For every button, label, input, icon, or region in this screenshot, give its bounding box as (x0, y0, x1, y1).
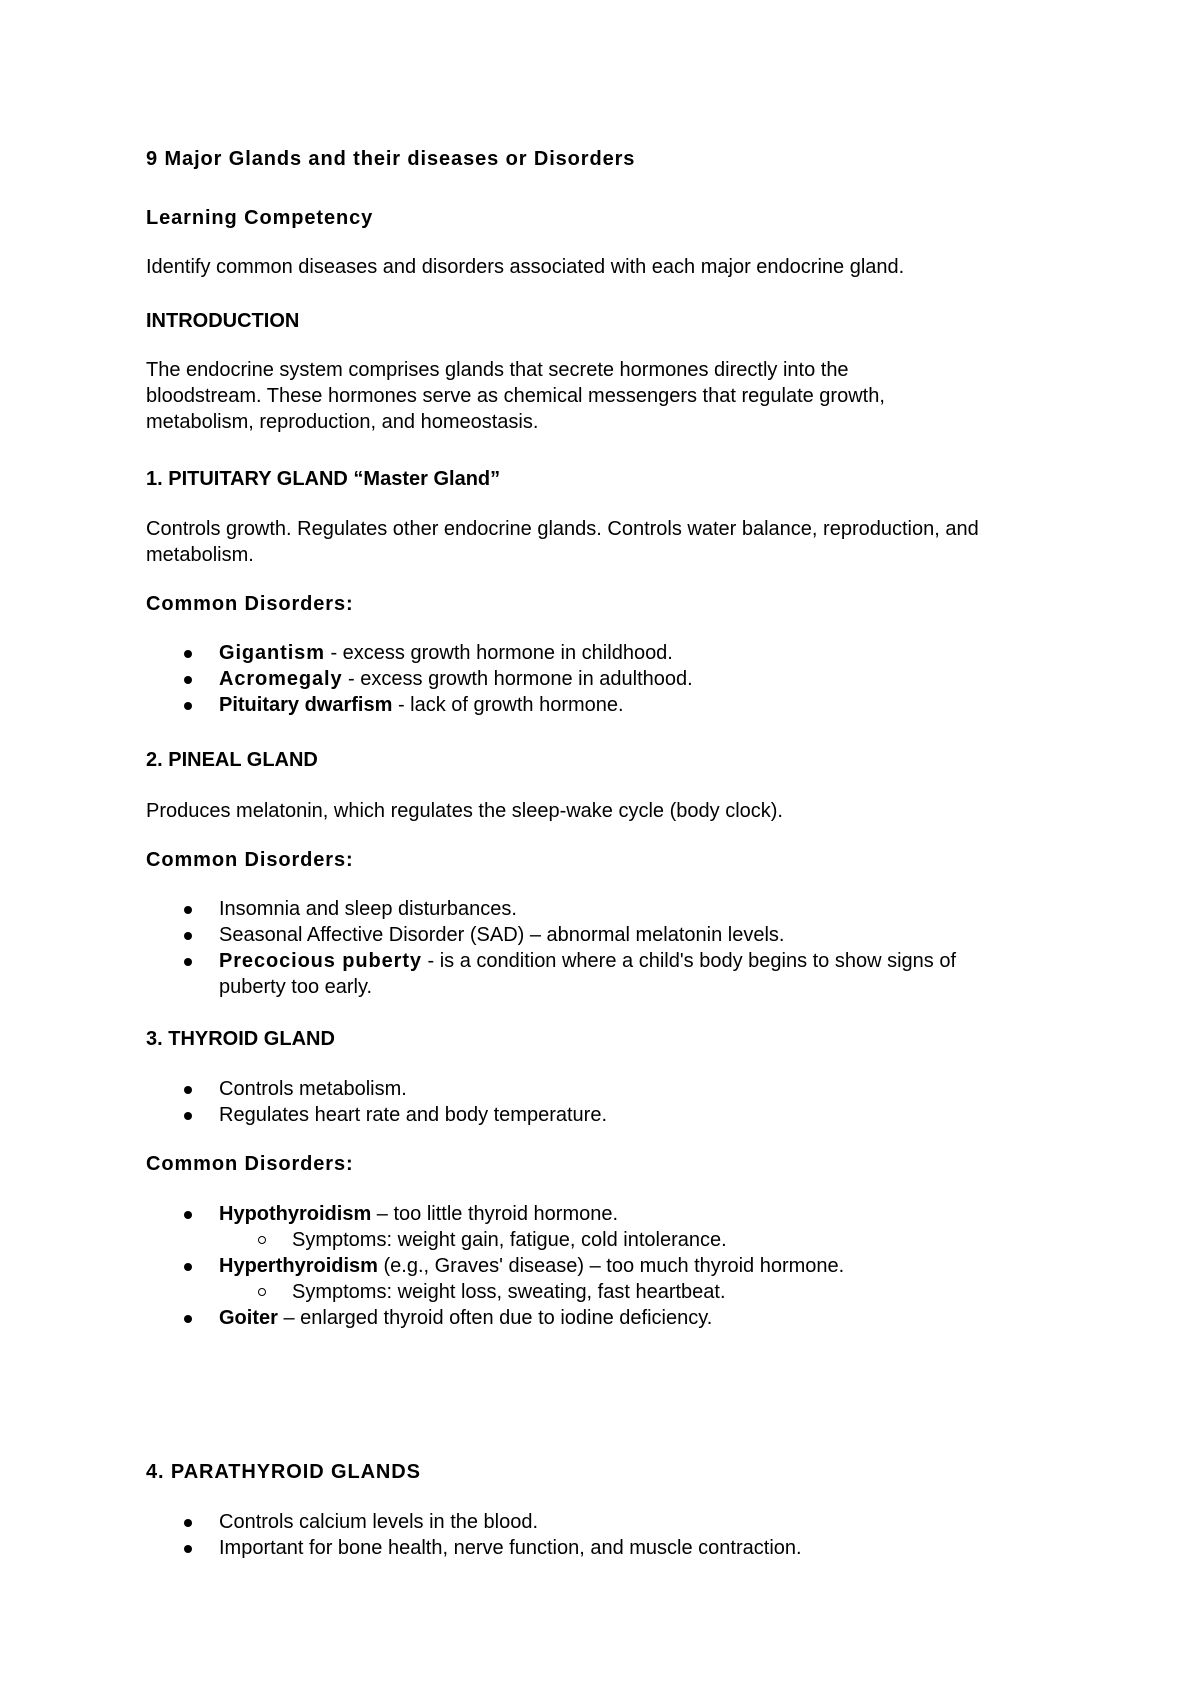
disorder-term: Pituitary dwarfism (219, 694, 393, 716)
thyroid-disorders-label: Common Disorders: (146, 1153, 354, 1175)
learning-competency-heading: Learning Competency (146, 207, 374, 229)
list-item (146, 1102, 1046, 1128)
pituitary-heading: 1. PITUITARY GLAND “Master Gland” (146, 468, 501, 490)
disorder-description: – too little thyroid hormone. (371, 1203, 619, 1225)
symptoms-text: Symptoms: weight loss, sweating, fast heartbeat. (292, 1281, 726, 1303)
introduction-heading: INTRODUCTION (146, 310, 300, 332)
disorder-description: Seasonal Affective Disorder (SAD) – abnormal melatonin levels. (219, 924, 785, 946)
pineal-disorders-list (146, 896, 1026, 1000)
list-item (146, 948, 1026, 1000)
disorder-term: Acromegaly (219, 668, 343, 690)
disorder-description: – enlarged thyroid often due to iodine deficiency. (277, 1307, 713, 1329)
disorder-description: - excess growth hormone in childhood. (324, 642, 673, 664)
disorder-description: - excess growth hormone in adulthood. (342, 668, 693, 690)
function-text: Controls calcium levels in the blood. (219, 1511, 539, 1533)
list-item (146, 692, 1046, 718)
list-item (146, 896, 1026, 922)
disorder-description: - is a condition where a child's body begins to show signs of puberty too early. (219, 950, 957, 998)
disorder-term: Precocious puberty (219, 950, 422, 972)
pituitary-disorders-label: Common Disorders: (146, 593, 354, 615)
function-text: Important for bone health, nerve function, and muscle contraction. (219, 1537, 802, 1559)
disorder-term: Gigantism (219, 642, 325, 664)
function-text: Regulates heart rate and body temperature. (219, 1104, 608, 1126)
list-item (146, 1201, 1046, 1227)
list-item (146, 1253, 1046, 1279)
introduction-text: The endocrine system comprises glands that secrete hormones directly into the bloodstream. These hormones serve as chemical messengers that regulate growth, metabolism, reproduction, and homeostasis. (146, 359, 885, 433)
disorder-description: (e.g., Graves' disease) – too much thyroid hormone. (377, 1255, 845, 1277)
symptoms-text: Symptoms: weight gain, fatigue, cold intolerance. (292, 1229, 727, 1251)
parathyroid-heading: 4. PARATHYROID GLANDS (146, 1461, 421, 1483)
disorder-description: Insomnia and sleep disturbances. (219, 898, 517, 920)
list-item (146, 666, 1046, 692)
thyroid-functions-list (146, 1076, 1046, 1128)
list-item (146, 922, 1026, 948)
list-item (146, 1305, 1046, 1331)
thyroid-heading: 3. THYROID GLAND (146, 1028, 335, 1050)
thyroid-disorders-list (146, 1201, 1046, 1331)
list-item (146, 640, 1046, 666)
disorder-term: Goiter (219, 1307, 278, 1329)
function-text: Controls metabolism. (219, 1078, 407, 1100)
pituitary-text: Controls growth. Regulates other endocrine glands. Controls water balance, reproduction, and metabolism. (146, 518, 979, 566)
list-item (146, 1535, 1046, 1561)
pineal-disorders-label: Common Disorders: (146, 849, 354, 871)
pineal-text: Produces melatonin, which regulates the sleep-wake cycle (body clock). (146, 800, 783, 822)
list-item (146, 1509, 1046, 1535)
list-item (146, 1076, 1046, 1102)
pineal-heading: 2. PINEAL GLAND (146, 749, 318, 771)
list-item (146, 1227, 1046, 1253)
learning-competency-text: Identify common diseases and disorders associated with each major endocrine gland. (146, 256, 905, 278)
disorder-term: Hyperthyroidism (219, 1255, 378, 1277)
document-title: 9 Major Glands and their diseases or Disorders (146, 148, 636, 170)
list-item (146, 1279, 1046, 1305)
pituitary-disorders-list (146, 640, 1046, 718)
disorder-description: - lack of growth hormone. (392, 694, 624, 716)
disorder-term: Hypothyroidism (219, 1203, 372, 1225)
parathyroid-functions-list (146, 1509, 1046, 1561)
